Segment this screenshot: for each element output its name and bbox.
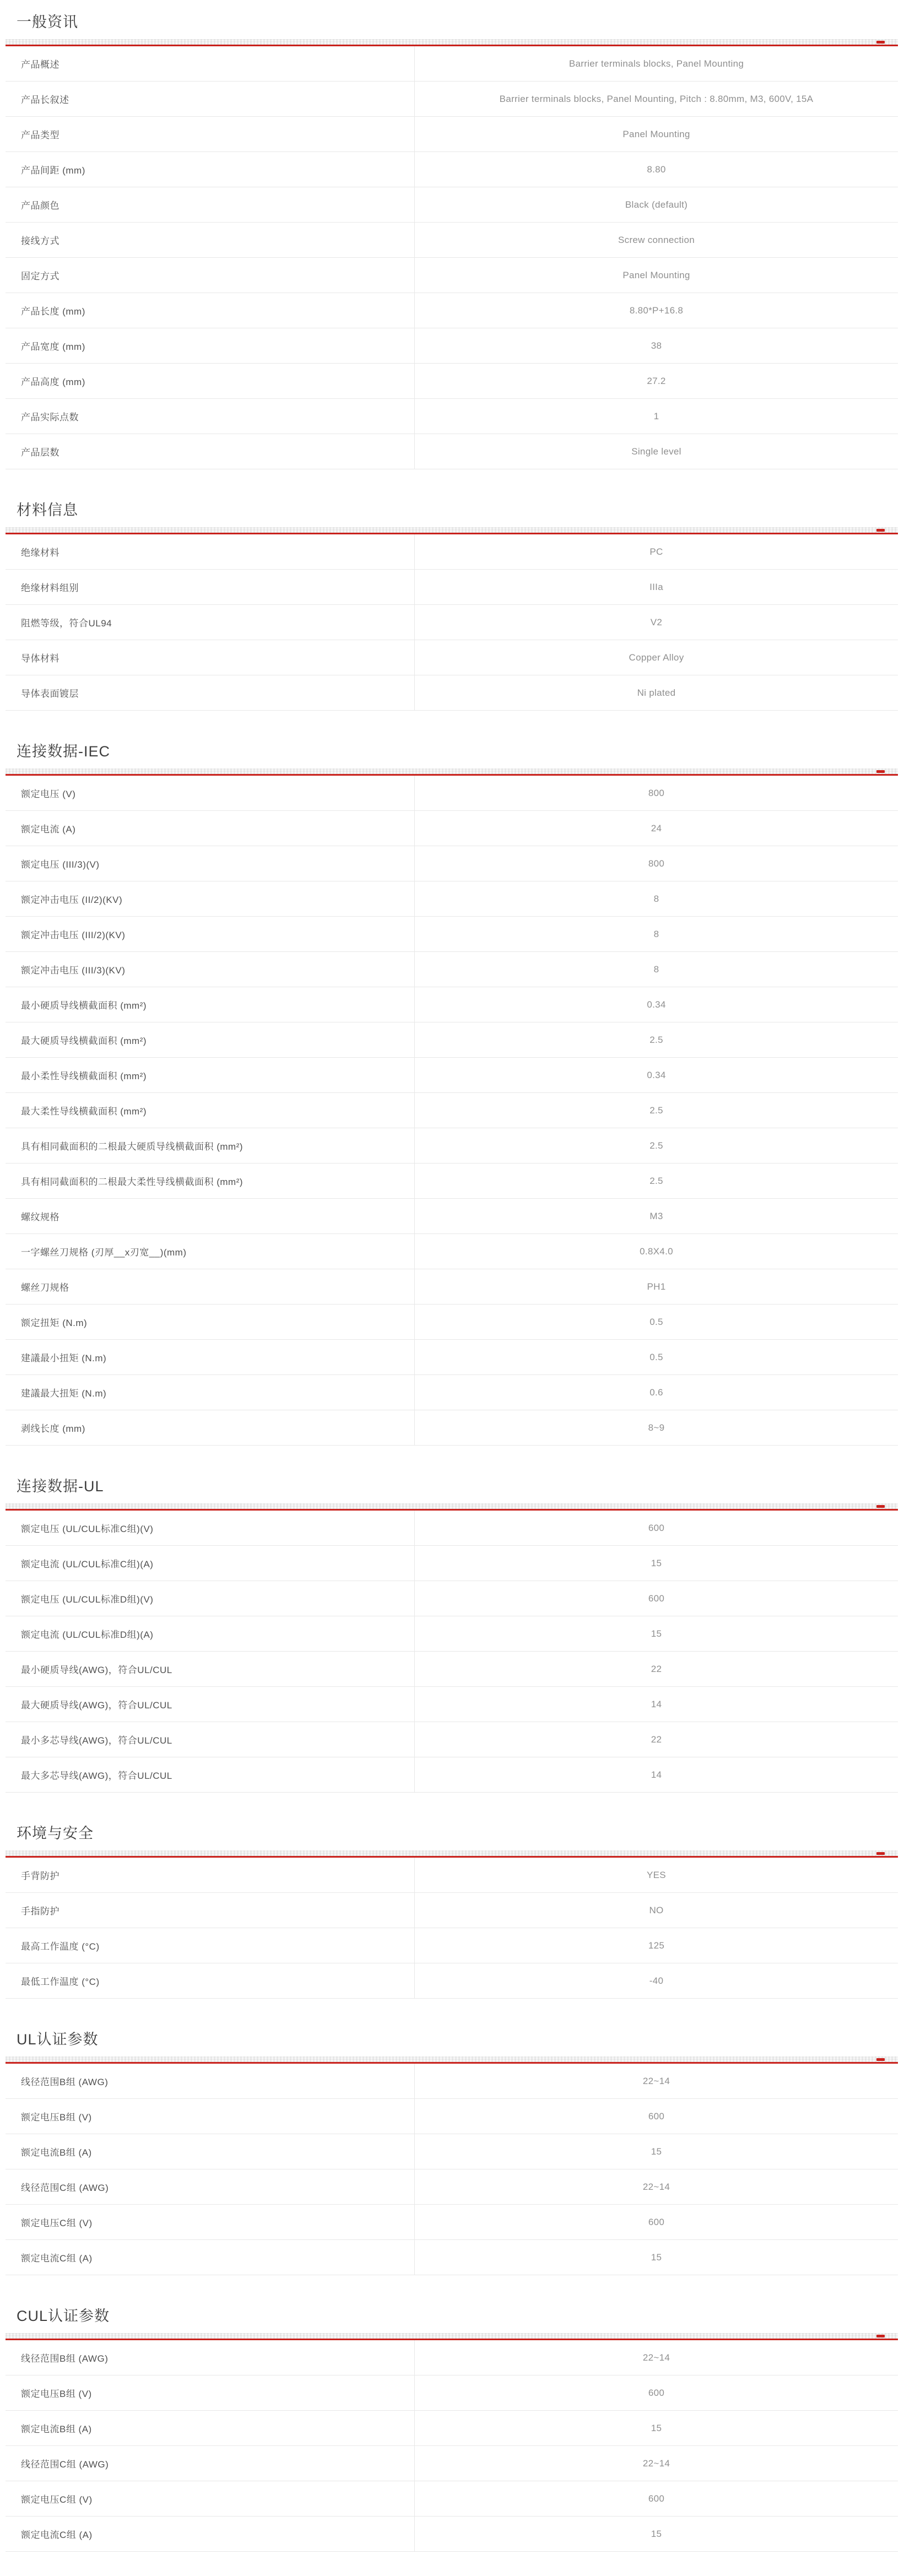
table-row xyxy=(6,1757,898,1793)
section-title: 材料信息 xyxy=(17,502,78,518)
collapse-minus-icon[interactable] xyxy=(876,2058,885,2061)
table-row xyxy=(6,640,898,675)
collapse-minus-icon[interactable] xyxy=(876,1505,885,1508)
table-row xyxy=(6,2240,898,2275)
row-value: 15 xyxy=(651,2528,662,2539)
row-label: 产品长叙述 xyxy=(6,82,415,116)
row-label: 导体表面镀层 xyxy=(6,675,415,710)
row-label: 具有相同截面积的二根最大硬质导线横截面积 (mm²) xyxy=(6,1128,415,1163)
row-value: Barrier terminals blocks, Panel Mounting, Pitch : 8.80mm, M3, 600V, 15A xyxy=(499,93,814,104)
table-row xyxy=(6,187,898,223)
section-header xyxy=(6,2030,898,2049)
row-value: Screw connection xyxy=(618,234,695,245)
row-label: 手指防护 xyxy=(6,1893,415,1928)
row-value: 0.6 xyxy=(649,1387,663,1398)
table-row xyxy=(6,1410,898,1446)
row-value: Panel Mounting xyxy=(622,269,690,280)
row-value: M3 xyxy=(649,1210,663,1221)
table-row xyxy=(6,1928,898,1963)
row-value: Black (default) xyxy=(625,199,688,210)
row-value: YES xyxy=(647,1869,666,1880)
row-value: 8.80*P+16.8 xyxy=(629,305,684,316)
row-label: 额定电流B组 (A) xyxy=(6,2134,415,2169)
row-value: Copper Alloy xyxy=(629,652,684,663)
table-row xyxy=(6,2481,898,2517)
row-label: 最小多芯导线(AWG)，符合UL/CUL xyxy=(6,1722,415,1757)
row-label: 额定电压 (UL/CUL标准C组)(V) xyxy=(6,1511,415,1545)
row-value: 8 xyxy=(653,964,659,975)
row-label: 最小硬质导线(AWG)，符合UL/CUL xyxy=(6,1652,415,1686)
table-row xyxy=(6,881,898,917)
table-row xyxy=(6,1375,898,1410)
table-row xyxy=(6,1858,898,1893)
row-value: 15 xyxy=(651,1628,662,1639)
row-label: 线径范围C组 (AWG) xyxy=(6,2446,415,2481)
spec-table xyxy=(6,46,898,469)
table-row xyxy=(6,570,898,605)
row-value: 2.5 xyxy=(649,1140,663,1151)
row-label: 产品颜色 xyxy=(6,187,415,222)
row-value: 2.5 xyxy=(649,1034,663,1045)
row-value: 600 xyxy=(648,1522,665,1533)
row-label: 线径范围B组 (AWG) xyxy=(6,2340,415,2375)
row-value: 22~14 xyxy=(642,2181,670,2192)
row-value: -40 xyxy=(649,1975,664,1986)
row-value: 8 xyxy=(653,893,659,904)
row-label: 产品类型 xyxy=(6,117,415,151)
row-value: PC xyxy=(649,546,663,557)
row-label: 接线方式 xyxy=(6,223,415,257)
spec-section xyxy=(6,2030,898,2275)
row-label: 额定电压 (UL/CUL标准D组)(V) xyxy=(6,1581,415,1616)
spec-table xyxy=(6,776,898,1446)
table-row xyxy=(6,1722,898,1757)
stripe-band xyxy=(6,39,898,45)
row-value: 800 xyxy=(648,858,665,869)
row-value: 8~9 xyxy=(648,1422,665,1433)
section-header xyxy=(6,742,898,761)
row-label: 额定电压C组 (V) xyxy=(6,2205,415,2239)
table-row xyxy=(6,2340,898,2375)
stripe-band xyxy=(6,769,898,774)
row-label: 固定方式 xyxy=(6,258,415,293)
row-label: 建議最小扭矩 (N.m) xyxy=(6,1340,415,1374)
row-value: 0.5 xyxy=(649,1351,663,1362)
row-value: 2.5 xyxy=(649,1175,663,1186)
row-label: 最大柔性导线横截面积 (mm²) xyxy=(6,1093,415,1128)
table-row xyxy=(6,987,898,1022)
row-value: 38 xyxy=(651,340,662,351)
row-label: 最高工作温度 (°C) xyxy=(6,1928,415,1963)
stripe-band xyxy=(6,2333,898,2339)
table-row xyxy=(6,605,898,640)
table-row xyxy=(6,364,898,399)
row-value: 800 xyxy=(648,787,665,798)
collapse-minus-icon[interactable] xyxy=(876,1852,885,1855)
spec-section xyxy=(6,12,898,469)
row-value: NO xyxy=(649,1904,664,1915)
section-header xyxy=(6,2306,898,2326)
spec-table xyxy=(6,1858,898,1999)
row-label: 剥线长度 (mm) xyxy=(6,1410,415,1445)
stripe-band xyxy=(6,1503,898,1509)
row-label: 具有相同截面积的二根最大柔性导线横截面积 (mm²) xyxy=(6,1163,415,1198)
table-row xyxy=(6,2134,898,2169)
row-label: 产品长度 (mm) xyxy=(6,293,415,328)
table-row xyxy=(6,675,898,711)
collapse-minus-icon[interactable] xyxy=(876,770,885,773)
row-value: 15 xyxy=(651,2146,662,2157)
table-row xyxy=(6,82,898,117)
spec-table xyxy=(6,2340,898,2552)
row-label: 线径范围C组 (AWG) xyxy=(6,2169,415,2204)
row-label: 额定电流C组 (A) xyxy=(6,2517,415,2551)
row-label: 额定电压B组 (V) xyxy=(6,2099,415,2134)
spec-section xyxy=(6,742,898,1446)
table-row xyxy=(6,1199,898,1234)
table-row xyxy=(6,1340,898,1375)
table-row xyxy=(6,152,898,187)
table-row xyxy=(6,117,898,152)
row-value: 600 xyxy=(648,2387,665,2398)
row-label: 阻燃等级，符合UL94 xyxy=(6,605,415,640)
section-title: 连接数据-UL xyxy=(17,1478,104,1495)
row-label: 导体材料 xyxy=(6,640,415,675)
table-row xyxy=(6,1163,898,1199)
row-label: 最大硬质导线(AWG)，符合UL/CUL xyxy=(6,1687,415,1722)
table-row xyxy=(6,1616,898,1652)
table-row xyxy=(6,2064,898,2099)
table-row xyxy=(6,258,898,293)
row-value: 14 xyxy=(651,1769,662,1780)
row-value: IIIa xyxy=(649,581,663,592)
row-value: 27.2 xyxy=(647,375,666,386)
table-row xyxy=(6,776,898,811)
table-row xyxy=(6,1581,898,1616)
row-label: 最低工作温度 (°C) xyxy=(6,1963,415,1998)
row-label: 产品间距 (mm) xyxy=(6,152,415,187)
stripe-band xyxy=(6,527,898,533)
table-row xyxy=(6,846,898,881)
spec-section xyxy=(6,500,898,711)
table-row xyxy=(6,1652,898,1687)
row-label: 绝缘材料组别 xyxy=(6,570,415,604)
row-value: 22 xyxy=(651,1734,662,1745)
stripe-band xyxy=(6,1850,898,1856)
row-label: 最小柔性导线横截面积 (mm²) xyxy=(6,1058,415,1092)
section-header xyxy=(6,12,898,32)
row-value: 14 xyxy=(651,1698,662,1709)
table-row xyxy=(6,2411,898,2446)
row-value: 8 xyxy=(653,928,659,939)
table-row xyxy=(6,1687,898,1722)
table-row xyxy=(6,399,898,434)
row-label: 额定冲击电压 (III/2)(KV) xyxy=(6,917,415,951)
section-header xyxy=(6,1476,898,1496)
row-value: 8.80 xyxy=(647,164,666,175)
table-row xyxy=(6,1963,898,1999)
row-label: 额定电流C组 (A) xyxy=(6,2240,415,2275)
table-row xyxy=(6,2169,898,2205)
table-row xyxy=(6,811,898,846)
section-title: CUL认证参数 xyxy=(17,2308,110,2324)
row-value: PH1 xyxy=(647,1281,666,1292)
table-row xyxy=(6,1234,898,1269)
row-value: 22~14 xyxy=(642,2352,670,2363)
row-label: 最大多芯导线(AWG)，符合UL/CUL xyxy=(6,1757,415,1792)
collapse-minus-icon[interactable] xyxy=(876,41,885,44)
stripe-band xyxy=(6,2057,898,2062)
row-value: 600 xyxy=(648,2493,665,2504)
row-value: 24 xyxy=(651,822,662,834)
row-value: 15 xyxy=(651,2252,662,2263)
row-label: 手背防护 xyxy=(6,1858,415,1892)
spec-table xyxy=(6,2064,898,2275)
row-label: 额定扭矩 (N.m) xyxy=(6,1305,415,1339)
spec-table xyxy=(6,534,898,711)
row-label: 最小硬质导线横截面积 (mm²) xyxy=(6,987,415,1022)
table-row xyxy=(6,1093,898,1128)
row-label: 建議最大扭矩 (N.m) xyxy=(6,1375,415,1410)
row-value: 0.5 xyxy=(649,1316,663,1327)
table-row xyxy=(6,46,898,82)
row-label: 产品概述 xyxy=(6,46,415,81)
row-label: 产品高度 (mm) xyxy=(6,364,415,398)
row-label: 额定冲击电压 (II/2)(KV) xyxy=(6,881,415,916)
row-value: 22~14 xyxy=(642,2458,670,2469)
table-row xyxy=(6,534,898,570)
table-row xyxy=(6,1022,898,1058)
row-value: Barrier terminals blocks, Panel Mounting xyxy=(569,58,744,69)
row-label: 线径范围B组 (AWG) xyxy=(6,2064,415,2098)
table-row xyxy=(6,917,898,952)
row-label: 绝缘材料 xyxy=(6,534,415,569)
table-row xyxy=(6,2205,898,2240)
row-value: 125 xyxy=(648,1940,665,1951)
table-row xyxy=(6,1128,898,1163)
row-value: 600 xyxy=(648,2110,665,2122)
table-row xyxy=(6,434,898,469)
row-label: 螺丝刀规格 xyxy=(6,1269,415,1304)
table-row xyxy=(6,1305,898,1340)
row-value: 22~14 xyxy=(642,2075,670,2086)
row-label: 产品实际点数 xyxy=(6,399,415,434)
table-row xyxy=(6,2517,898,2552)
section-title: 连接数据-IEC xyxy=(17,743,110,760)
row-label: 产品宽度 (mm) xyxy=(6,328,415,363)
row-value: 0.34 xyxy=(647,999,666,1010)
spec-section xyxy=(6,1476,898,1793)
row-label: 额定电流 (A) xyxy=(6,811,415,846)
row-label: 额定电压 (V) xyxy=(6,776,415,810)
table-row xyxy=(6,952,898,987)
table-row xyxy=(6,2375,898,2411)
section-header xyxy=(6,1823,898,1843)
table-row xyxy=(6,328,898,364)
section-title: 环境与安全 xyxy=(17,1825,94,1842)
row-label: 额定电压 (III/3)(V) xyxy=(6,846,415,881)
row-label: 一字螺丝刀规格 (刃厚__x刃宽__)(mm) xyxy=(6,1234,415,1269)
row-label: 螺纹规格 xyxy=(6,1199,415,1233)
table-row xyxy=(6,223,898,258)
row-value: 15 xyxy=(651,2422,662,2433)
row-label: 额定电流B组 (A) xyxy=(6,2411,415,2445)
spec-section xyxy=(6,1823,898,1999)
section-title: UL认证参数 xyxy=(17,2031,99,2048)
collapse-minus-icon[interactable] xyxy=(876,529,885,532)
row-label: 额定冲击电压 (III/3)(KV) xyxy=(6,952,415,987)
row-value: Panel Mounting xyxy=(622,128,690,139)
row-label: 额定电流 (UL/CUL标准C组)(A) xyxy=(6,1546,415,1581)
row-value: 1 xyxy=(653,410,659,421)
row-label: 额定电压C组 (V) xyxy=(6,2481,415,2516)
row-value: 2.5 xyxy=(649,1105,663,1116)
row-label: 额定电压B组 (V) xyxy=(6,2375,415,2410)
row-value: 600 xyxy=(648,2216,665,2227)
spec-table xyxy=(6,1511,898,1793)
row-value: 600 xyxy=(648,1593,665,1604)
table-row xyxy=(6,2446,898,2481)
table-row xyxy=(6,1546,898,1581)
table-row xyxy=(6,2099,898,2134)
table-row xyxy=(6,1269,898,1305)
row-label: 产品层数 xyxy=(6,434,415,469)
section-header xyxy=(6,500,898,520)
collapse-minus-icon[interactable] xyxy=(876,2335,885,2337)
section-title: 一般资讯 xyxy=(17,14,78,30)
row-value: V2 xyxy=(650,616,663,627)
row-value: Single level xyxy=(631,446,681,457)
row-label: 额定电流 (UL/CUL标准D组)(A) xyxy=(6,1616,415,1651)
table-row xyxy=(6,293,898,328)
row-value: 0.8X4.0 xyxy=(640,1246,673,1257)
table-row xyxy=(6,1511,898,1546)
row-value: Ni plated xyxy=(637,687,676,698)
row-value: 15 xyxy=(651,1557,662,1568)
table-row xyxy=(6,1893,898,1928)
table-row xyxy=(6,1058,898,1093)
spec-section xyxy=(6,2306,898,2552)
row-value: 0.34 xyxy=(647,1069,666,1080)
row-value: 22 xyxy=(651,1663,662,1674)
row-label: 最大硬质导线横截面积 (mm²) xyxy=(6,1022,415,1057)
